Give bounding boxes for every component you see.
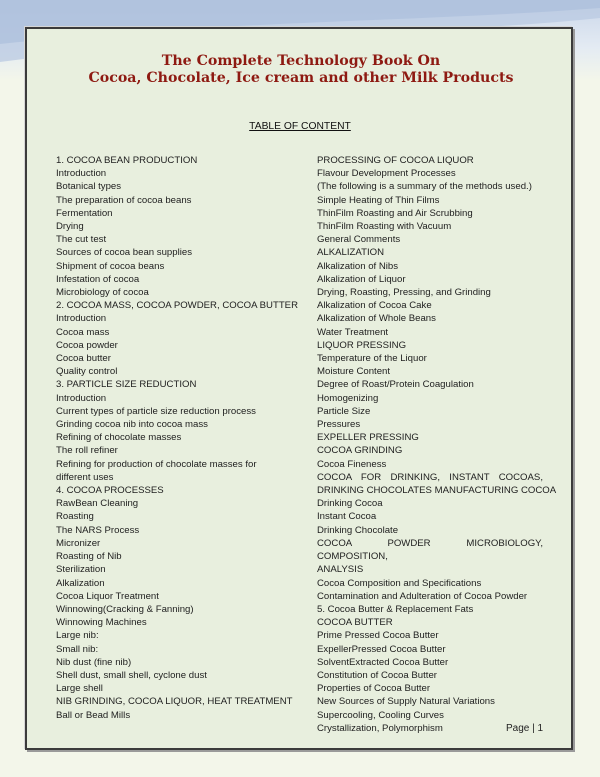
toc-entry: Pressures bbox=[317, 419, 361, 431]
toc-entry: Ball or Bead Mills bbox=[56, 709, 131, 721]
toc-entry: 1. COCOA BEAN PRODUCTION bbox=[56, 155, 198, 166]
toc-entry: Sterilization bbox=[56, 564, 106, 576]
toc-entry: Microbiology of cocoa bbox=[56, 287, 149, 299]
toc-entry: Large shell bbox=[56, 683, 103, 695]
toc-entry: Cocoa Composition and Specifications bbox=[317, 577, 482, 589]
toc-entry: Sources of cocoa bean supplies bbox=[56, 247, 192, 259]
toc-entry: Alkalization bbox=[56, 577, 105, 589]
toc-entry: Degree of Roast/Protein Coagulation bbox=[317, 379, 474, 391]
toc-entry: Fermentation bbox=[56, 207, 113, 219]
toc-entry: Roasting of Nib bbox=[56, 551, 122, 563]
toc-entry: The preparation of cocoa beans bbox=[56, 194, 192, 206]
toc-entry: Homogenizing bbox=[317, 392, 379, 404]
toc-entry: COCOA FOR DRINKING, INSTANT COCOAS, bbox=[317, 471, 543, 483]
toc-entry: Drinking Chocolate bbox=[317, 524, 399, 536]
toc-entry: Instant Cocoa bbox=[317, 511, 377, 523]
toc-entry: LIQUOR PRESSING bbox=[317, 339, 407, 351]
toc-entry: Infestation of cocoa bbox=[56, 273, 140, 285]
toc-entry: Shipment of cocoa beans bbox=[56, 260, 165, 272]
toc-entry: Refining for production of chocolate masses for bbox=[56, 458, 257, 470]
toc-entry: Current types of particle size reduction process bbox=[56, 405, 256, 417]
book-title-line-1: The Complete Technology Book On bbox=[161, 53, 441, 69]
toc-entry: Moisture Content bbox=[317, 366, 391, 378]
toc-entry: The NARS Process bbox=[56, 524, 140, 536]
toc-entry: Micronizer bbox=[56, 537, 101, 549]
toc-entry: Particle Size bbox=[317, 405, 371, 417]
toc-entry: EXPELLER PRESSING bbox=[317, 432, 419, 444]
toc-entry: ThinFilm Roasting and Air Scrubbing bbox=[317, 207, 473, 219]
toc-entry: The cut test bbox=[56, 234, 107, 246]
book-title-line-2: Cocoa, Chocolate, Ice cream and other Milk Products bbox=[88, 70, 514, 86]
toc-right-column bbox=[317, 154, 557, 735]
toc-entry: Supercooling, Cooling Curves bbox=[317, 709, 444, 721]
toc-entry: Water Treatment bbox=[317, 326, 389, 338]
toc-entry: Crystallization, Polymorphism bbox=[317, 722, 443, 734]
toc-entry: ANALYSIS bbox=[317, 564, 364, 576]
toc-entry: Introduction bbox=[56, 313, 107, 325]
toc-entry: Quality control bbox=[56, 366, 118, 378]
toc-heading: TABLE OF CONTENT bbox=[249, 121, 351, 132]
toc-entry: Large nib: bbox=[56, 630, 99, 642]
toc-entry: Alkalization of Liquor bbox=[317, 273, 406, 285]
toc-entry: ALKALIZATION bbox=[317, 247, 384, 259]
toc-entry: Alkalization of Nibs bbox=[317, 260, 399, 272]
toc-entry: 4. COCOA PROCESSES bbox=[56, 485, 164, 497]
toc-entry: Shell dust, small shell, cyclone dust bbox=[56, 669, 207, 681]
toc-entry: COCOA POWDER MICROBIOLOGY, COMPOSITION, bbox=[317, 537, 543, 563]
toc-entry: DRINKING CHOCOLATES MANUFACTURING COCOA bbox=[317, 485, 557, 497]
toc-entry: Alkalization of Whole Beans bbox=[317, 313, 436, 325]
toc-entry: ThinFilm Roasting with Vacuum bbox=[317, 221, 452, 233]
toc-entry: Drying bbox=[56, 221, 84, 233]
toc-entry: 2. COCOA MASS, COCOA POWDER, COCOA BUTTER bbox=[56, 300, 299, 312]
toc-entry: Alkalization of Cocoa Cake bbox=[317, 300, 432, 312]
toc-entry: New Sources of Supply Natural Variations bbox=[317, 696, 495, 708]
toc-entry: Prime Pressed Cocoa Butter bbox=[317, 630, 439, 642]
toc-left-column bbox=[56, 154, 299, 722]
toc-entry: Flavour Development Processes bbox=[317, 168, 456, 180]
toc-entry: Cocoa powder bbox=[56, 339, 118, 351]
toc-entry: Contamination and Adulteration of Cocoa Powder bbox=[317, 590, 528, 602]
toc-entry: COCOA BUTTER bbox=[317, 617, 393, 629]
toc-entry: Constitution of Cocoa Butter bbox=[317, 669, 437, 681]
toc-entry: Roasting bbox=[56, 511, 94, 523]
toc-entry: Introduction bbox=[56, 392, 107, 404]
toc-entry: ExpellerPressed Cocoa Butter bbox=[317, 643, 446, 655]
toc-entry: Winnowing(Cracking & Fanning) bbox=[56, 603, 194, 615]
toc-entry: SolventExtracted Cocoa Butter bbox=[317, 656, 449, 668]
toc-entry: NIB GRINDING, COCOA LIQUOR, HEAT TREATMENT bbox=[56, 696, 293, 708]
toc-entry: Temperature of the Liquor bbox=[317, 353, 427, 365]
toc-entry: Small nib: bbox=[56, 643, 99, 655]
toc-entry: COCOA GRINDING bbox=[317, 445, 403, 457]
toc-entry: Simple Heating of Thin Films bbox=[317, 194, 440, 206]
toc-entry: (The following is a summary of the methods used.) bbox=[317, 181, 532, 193]
toc-entry: 5. Cocoa Butter & Replacement Fats bbox=[317, 603, 474, 615]
toc-entry: Cocoa mass bbox=[56, 326, 110, 338]
page-number: Page | 1 bbox=[506, 723, 544, 734]
toc-entry: RawBean Cleaning bbox=[56, 498, 139, 510]
toc-entry: General Comments bbox=[317, 234, 401, 246]
toc-entry: different uses bbox=[56, 471, 114, 483]
toc-entry: Grinding cocoa nib into cocoa mass bbox=[56, 419, 208, 431]
toc-entry: Refining of chocolate masses bbox=[56, 432, 182, 444]
toc-entry: Cocoa butter bbox=[56, 353, 111, 365]
toc-entry: Drinking Cocoa bbox=[317, 498, 383, 510]
toc-entry: Properties of Cocoa Butter bbox=[317, 683, 431, 695]
toc-entry: Drying, Roasting, Pressing, and Grinding bbox=[317, 287, 491, 299]
toc-entry: Botanical types bbox=[56, 181, 122, 193]
toc-entry: PROCESSING OF COCOA LIQUOR bbox=[317, 155, 474, 166]
toc-entry: The roll refiner bbox=[56, 445, 118, 457]
toc-entry: 3. PARTICLE SIZE REDUCTION bbox=[56, 379, 197, 391]
toc-entry: Cocoa Liquor Treatment bbox=[56, 590, 159, 602]
toc-entry: Introduction bbox=[56, 168, 107, 180]
toc-entry: Nib dust (fine nib) bbox=[56, 656, 132, 668]
toc-entry: Cocoa Fineness bbox=[317, 458, 387, 470]
toc-entry: Winnowing Machines bbox=[56, 617, 147, 629]
